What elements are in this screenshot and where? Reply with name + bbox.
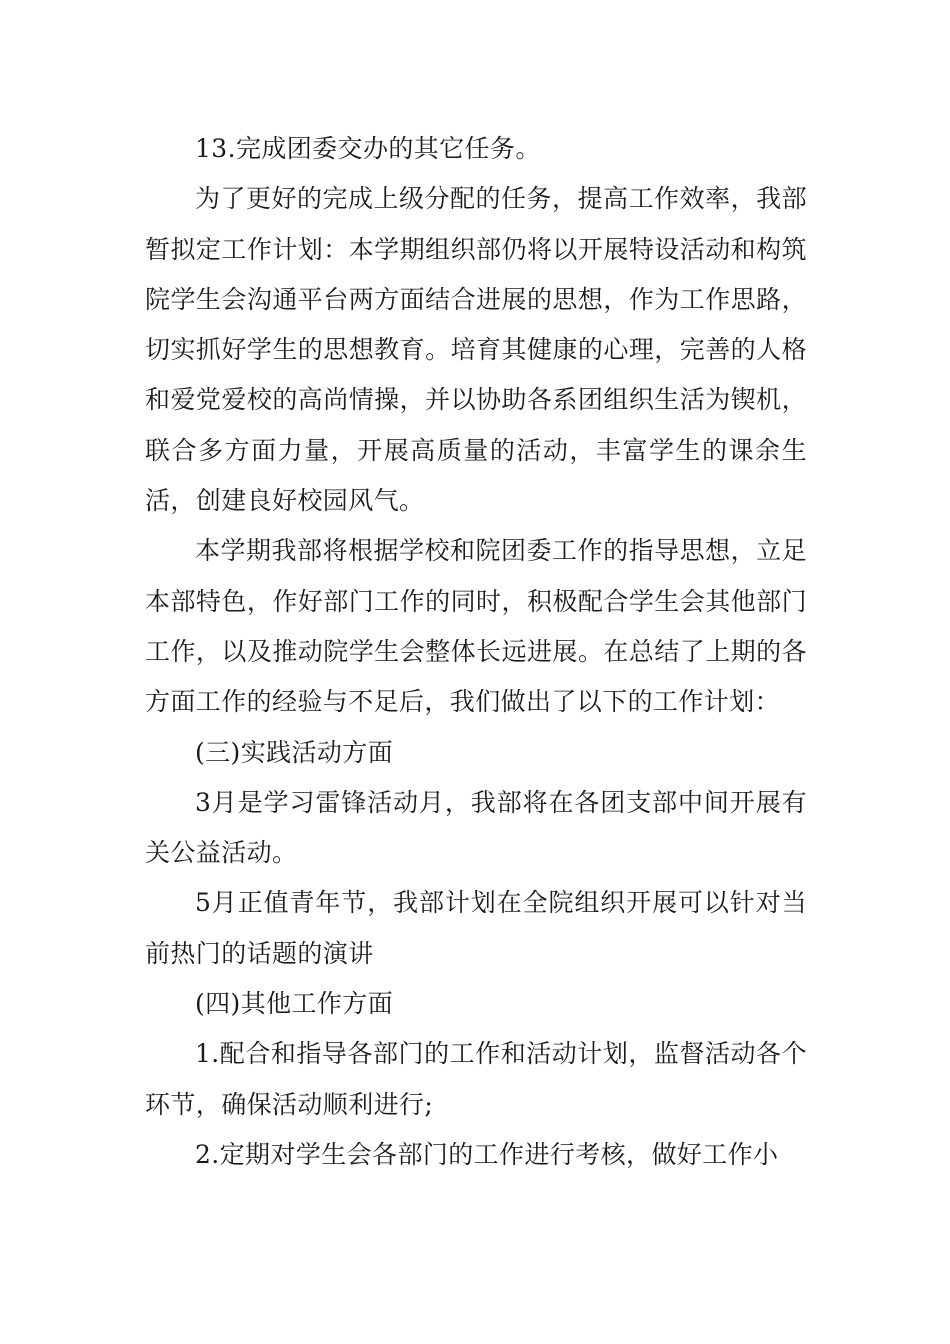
document-page: [145, 124, 807, 1180]
paragraph-work-plan-intro: 为了更好的完成上级分配的任务，提高工作效率，我部暂拟定工作计划：本学期组织部仍将以开展特设活动和构筑院学生会沟通平台两方面结合进展的思想，作为工作思路，切实抓好学生的思想教育。培育其健康的心理，完善的人格和爱党爱校的高尚情操，并以协助各系团组织生活为锲机，联合多方面力量，开展高质量的活动，丰富学生的课余生活，创建良好校园风气。: [145, 184, 807, 516]
section-heading-practice: (三)实践活动方面: [195, 737, 394, 767]
paragraph-march-activity: 3月是学习雷锋活动月，我部将在各团支部中间开展有关公益活动。: [145, 787, 807, 868]
section-heading-other: (四)其他工作方面: [195, 989, 394, 1019]
paragraph-item-1: 1.配合和指导各部门的工作和活动计划，监督活动各个环节，确保活动顺利进行;: [145, 1039, 807, 1119]
paragraph-item-2: 2.定期对学生会各部门的工作进行考核，做好工作小: [195, 1139, 779, 1169]
paragraph-semester-plan: 本学期我部将根据学校和院团委工作的指导思想，立足本部特色，作好部门工作的同时，积极配合学生会其他部门工作，以及推动院学生会整体长远进展。在总结了上期的各方面工作的经验与不足后，我们做出了以下的工作计划：: [145, 536, 807, 717]
paragraph-task-13: 13.完成团委交办的其它任务。: [195, 134, 541, 163]
paragraph-may-activity: 5月正值青年节，我部计划在全院组织开展可以针对当前热门的话题的演讲: [145, 888, 807, 968]
